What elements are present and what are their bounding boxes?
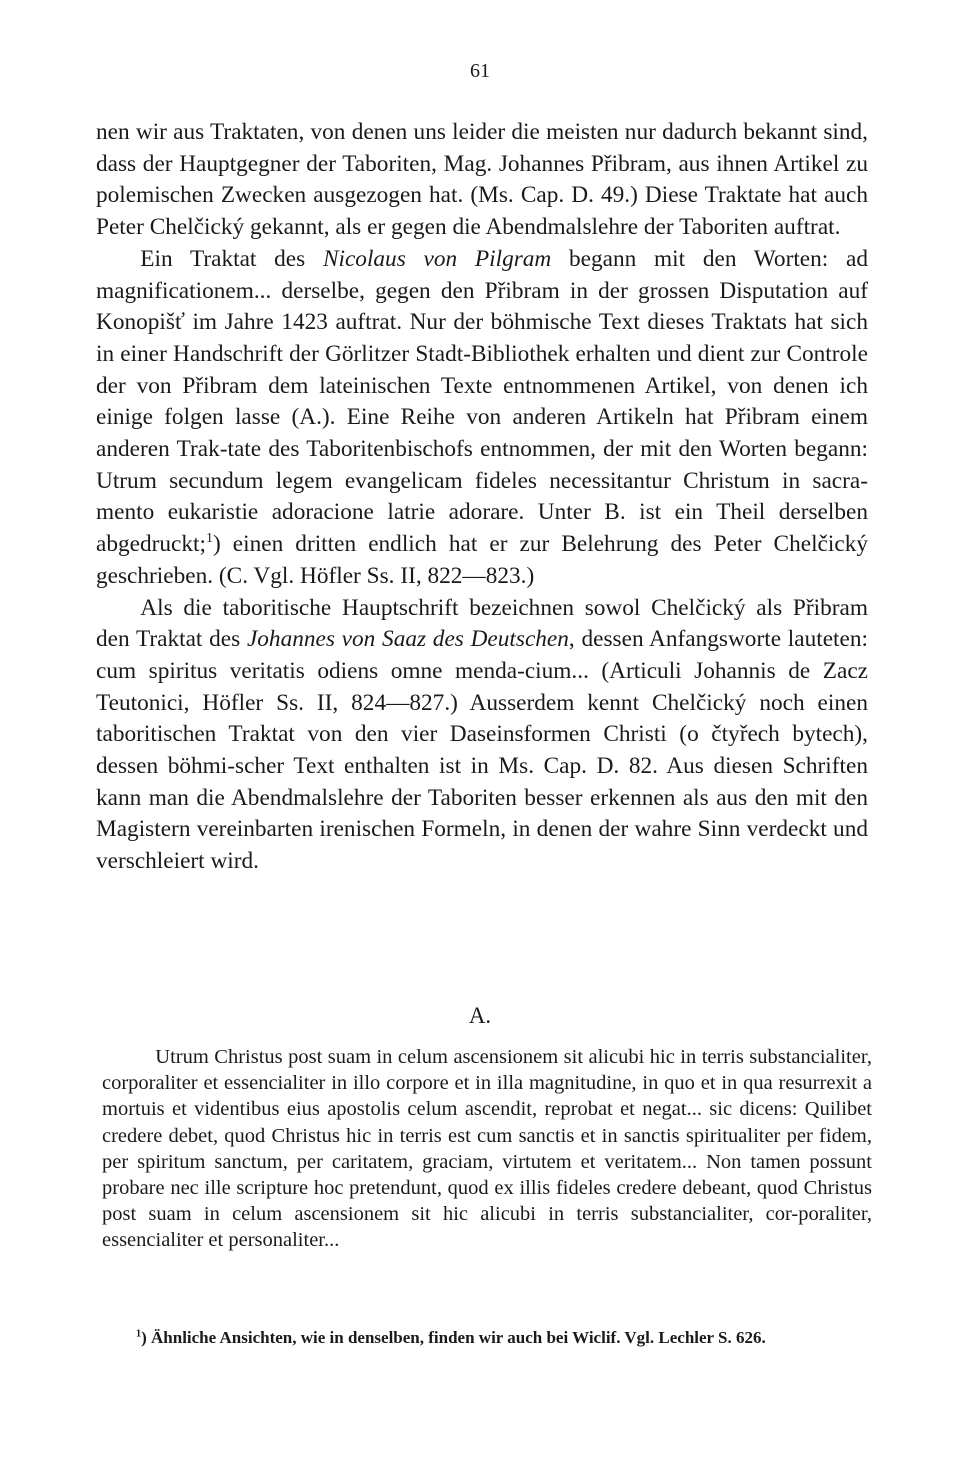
latin-paragraph: Utrum Christus post suam in celum ascensionem sit alicubi hic in terris substancialiter, corporaliter et essencialiter in illo corpore et in illa magnitudine, in quo et in qua resurrexit a mortuis et videntibus eius apostolis celum ascendit, reprobat et negat... sic dicens: Quilibet credere debet, quod Christus hic in terris est cum sanctis et in sanctis spiritualiter per fidem, per spiritum sanctum, per caritatem, graciam, virtutem et veritatem... Non tamen possunt probare nec ille scripture hoc pretendunt, quod ex illis fideles credere debeant, quod Christus post suam in celum ascensionem sit hic alicubi in terris substancialiter, cor-poraliter, essencialiter et personaliter... <box>102 1046 872 1252</box>
latin-quotation <box>102 1044 872 1254</box>
section-heading: A. <box>468 1003 492 1028</box>
footnote-marker: 1 <box>136 1328 142 1340</box>
paragraph-3-text-a: Als die taboritische Hauptschrift bezeichnen sowol Chelčický als Přibram den Traktat des <box>96 594 868 653</box>
footnote-reference[interactable]: 1 <box>205 531 213 547</box>
paragraph-1: nen wir aus Traktaten, von denen uns leider die meisten nur dadurch bekannt sind, dass der Hauptgegner der Taboriten, Mag. Johannes Přibram, aus ihnen Artikel zu polemischen Zwecken ausgezogen hat. (Ms. Cap. D. 49.) Diese Traktate hat auch Peter Chelčický gekannt, als er gegen die Abendmalslehre der Taboriten auftrat. <box>96 119 868 241</box>
paragraph-2-text-c: ) einen dritten endlich hat er zur Belehrung des Peter Chelčický geschrieben. (C. Vgl. Höfler Ss. II, 822—823.) <box>96 531 868 589</box>
paragraph-3-text-b: , dessen Anfangsworte lauteten: cum spiritus veritatis odiens omne menda-cium... (Articuli Johannis de Zacz Teutonici, Höfler Ss. II, 824—827.) Ausserdem kennt Chelčický noch einen taboritischen Traktat von den vier Daseinsformen Christi (o čtyřech bytech), dessen böhmi-scher Text enthalten ist in Ms. Cap. D. 82. Aus diesen Schriften kann man die Abendmalslehre der Taboriten besser erkennen als aus den mit den Magistern vereinbarten irenischen Formeln, in denen der wahre Sinn verdeckt und verschleiert wird. <box>96 626 868 875</box>
footnote-paragraph <box>102 1326 872 1350</box>
paragraph-3 <box>96 593 868 878</box>
footnote <box>102 1326 872 1350</box>
page-number: 61 <box>470 60 490 82</box>
paragraph-2-text-a: Ein Traktat des <box>140 245 323 272</box>
footnote-text: ) Ähnliche Ansichten, wie in denselben, finden wir auch bei Wiclif. Vgl. Lechler S. 626. <box>141 1328 766 1347</box>
paragraph-2-text-b: begann mit den Worten: ad magnificationem... derselbe, gegen den Přibram in der grossen Disputation auf Konopišť im Jahre 1423 auftrat. Nur der böhmische Text dieses Traktats hat sich in einer Handschrift der Görlitzer Stadt-Bibliothek erhalten und dient zur Controle der von Přibram dem lateinischen Texte entnommenen Artikel, von denen ich einige folgen lasse (A.). Eine Reihe von anderen Artikeln hat Přibram einem anderen Trak-tate des Taboritenbischofs entnommen, der mit den Worten begann: Utrum secundum legem evangelicam fideles necessitantur Christum in sacra-mento eukaristie adoracione latrie adorare. Unter B. ist ein Theil derselben abgedruckt; <box>96 245 868 558</box>
author-name-johannes: Johannes von Saaz des Deutschen <box>246 626 569 653</box>
paragraph-2 <box>96 244 868 593</box>
author-name-nicolaus: Nicolaus von Pilgram <box>322 245 552 272</box>
main-text <box>96 117 868 878</box>
